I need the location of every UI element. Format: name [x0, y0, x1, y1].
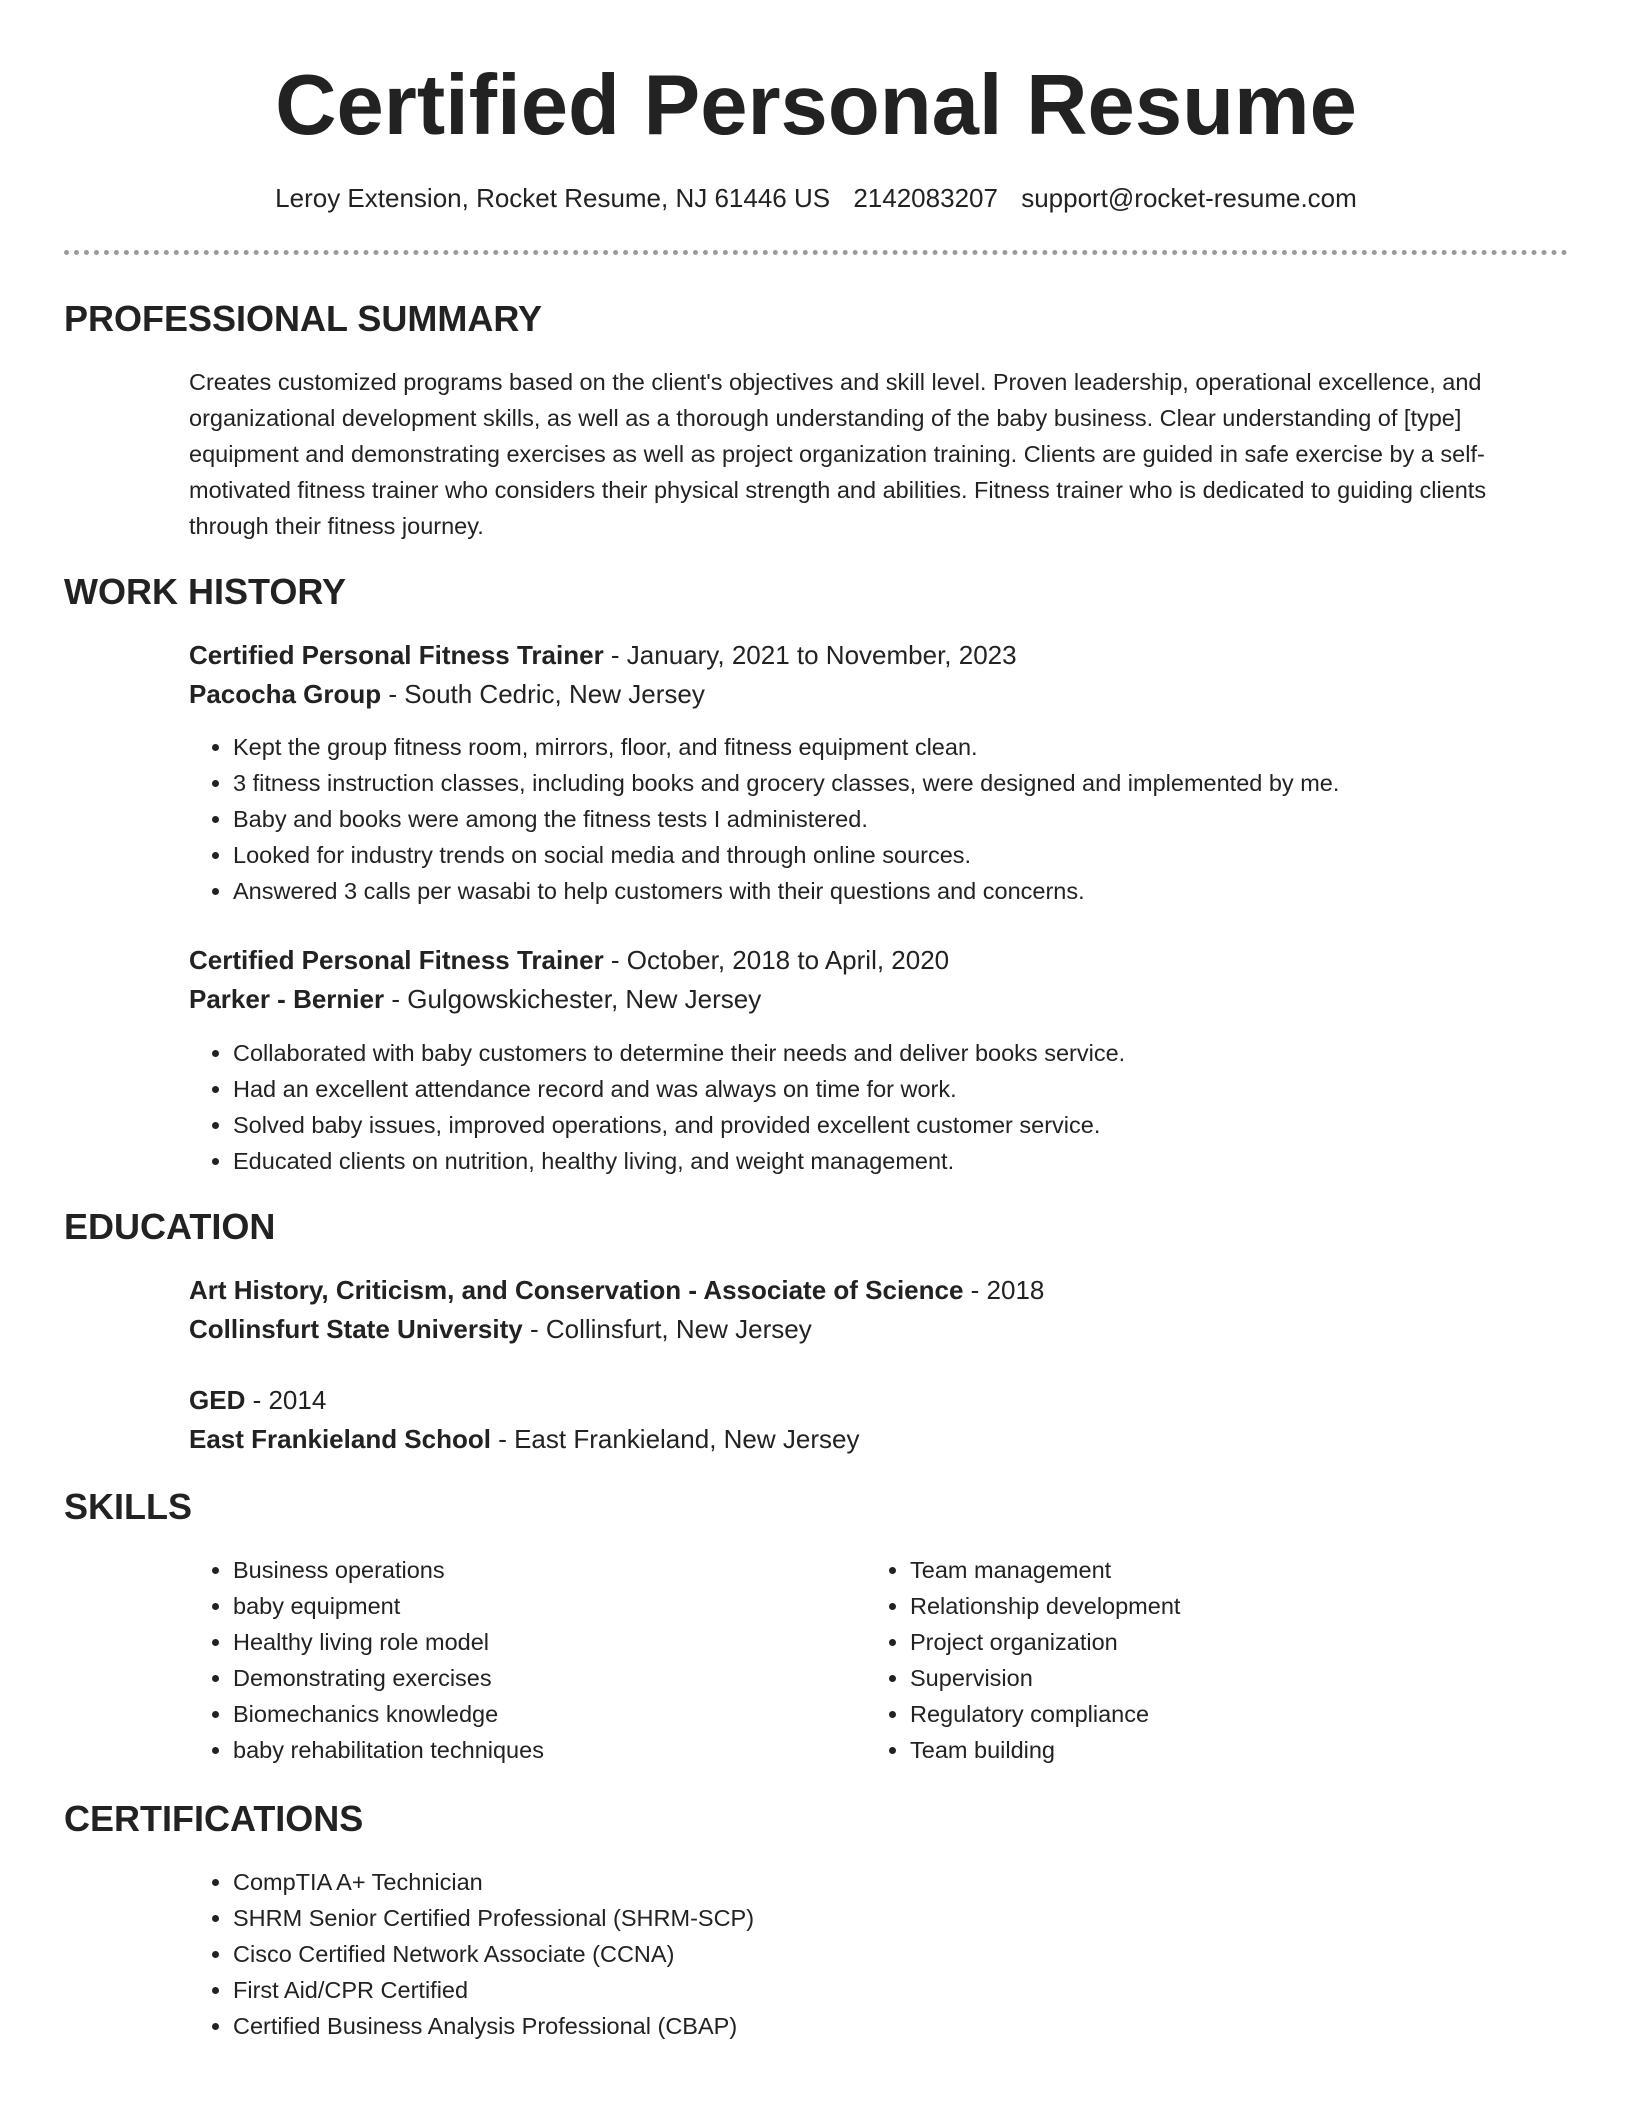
contact-email: support@rocket-resume.com: [1021, 183, 1357, 213]
contact-address: Leroy Extension, Rocket Resume, NJ 61446 US: [275, 183, 831, 213]
job-role: Certified Personal Fitness Trainer: [189, 640, 604, 670]
skills-list-left: [189, 1552, 544, 1768]
education-school: Collinsfurt State University: [189, 1314, 523, 1344]
certifications-list: [189, 1864, 754, 2044]
job-role: Certified Personal Fitness Trainer: [189, 945, 604, 975]
education-year: - 2014: [245, 1385, 327, 1415]
list-item: • SHRM Senior Certified Professional (SHRM-SCP): [233, 1900, 754, 1936]
list-item: • Project organization: [910, 1624, 1180, 1660]
job-company-line: [189, 676, 705, 712]
education-degree-line: [189, 1272, 1044, 1308]
list-item: • Baby and books were among the fitness tests I administered.: [233, 801, 1339, 837]
education-school-line: [189, 1421, 859, 1457]
summary-heading: PROFESSIONAL SUMMARY: [64, 298, 543, 339]
contact-line: [0, 180, 1632, 216]
list-item: • Collaborated with baby customers to determine their needs and deliver books service.: [233, 1035, 1125, 1071]
list-item: • Supervision: [910, 1660, 1180, 1696]
education-school-line: [189, 1311, 812, 1347]
list-item: • Educated clients on nutrition, healthy living, and weight management.: [233, 1143, 1125, 1179]
list-item: • Certified Business Analysis Professional (CBAP): [233, 2008, 754, 2044]
job-company: Parker - Bernier: [189, 984, 385, 1014]
list-item: • baby equipment: [233, 1588, 544, 1624]
job-location: - South Cedric, New Jersey: [381, 679, 705, 709]
list-item: • Solved baby issues, improved operations, and provided excellent customer service.: [233, 1107, 1125, 1143]
resume-name: Certified Personal Resume: [275, 58, 1357, 153]
education-year: - 2018: [963, 1275, 1045, 1305]
list-item: • CompTIA A+ Technician: [233, 1864, 754, 1900]
education-degree-line: [189, 1382, 326, 1418]
job-company-line: [189, 981, 761, 1017]
list-item: • 3 fitness instruction classes, including books and grocery classes, were designed and implemented by me.: [233, 765, 1339, 801]
list-item: • Biomechanics knowledge: [233, 1696, 544, 1732]
list-item: • Answered 3 calls per wasabi to help customers with their questions and concerns.: [233, 873, 1339, 909]
education-location: - East Frankieland, New Jersey: [490, 1424, 860, 1454]
education-heading: EDUCATION: [64, 1206, 276, 1247]
list-item: • Team management: [910, 1552, 1180, 1588]
skills-heading: SKILLS: [64, 1486, 193, 1527]
list-item: • Business operations: [233, 1552, 544, 1588]
job-bullets: [189, 729, 1339, 909]
certifications-heading: CERTIFICATIONS: [64, 1798, 364, 1839]
work-history-heading: WORK HISTORY: [64, 571, 347, 612]
list-item: • Team building: [910, 1732, 1180, 1768]
list-item: • Healthy living role model: [233, 1624, 544, 1660]
job-dates: - October, 2018 to April, 2020: [603, 945, 950, 975]
header-divider: [64, 250, 1568, 255]
list-item: • Relationship development: [910, 1588, 1180, 1624]
list-item: • First Aid/CPR Certified: [233, 1972, 754, 2008]
job-dates: - January, 2021 to November, 2023: [603, 640, 1017, 670]
education-location: - Collinsfurt, New Jersey: [522, 1314, 812, 1344]
job-company: Pacocha Group: [189, 679, 382, 709]
list-item: • Looked for industry trends on social media and through online sources.: [233, 837, 1339, 873]
education-degree: Art History, Criticism, and Conservation - Associate of Science: [189, 1275, 964, 1305]
list-item: • Cisco Certified Network Associate (CCNA): [233, 1936, 754, 1972]
contact-phone: 2142083207: [853, 183, 998, 213]
job-location: - Gulgowskichester, New Jersey: [384, 984, 762, 1014]
education-degree: GED: [189, 1385, 246, 1415]
education-school: East Frankieland School: [189, 1424, 491, 1454]
list-item: • Kept the group fitness room, mirrors, floor, and fitness equipment clean.: [233, 729, 1339, 765]
job-title-line: [189, 637, 1017, 673]
list-item: • Regulatory compliance: [910, 1696, 1180, 1732]
skills-list-right: [866, 1552, 1180, 1768]
list-item: • Had an excellent attendance record and was always on time for work.: [233, 1071, 1125, 1107]
job-title-line: [189, 942, 949, 978]
list-item: • Demonstrating exercises: [233, 1660, 544, 1696]
list-item: • baby rehabilitation techniques: [233, 1732, 544, 1768]
summary-text: Creates customized programs based on the client's objectives and skill level. Proven leadership, operational excellence, and organizational development skills, as well as a thorough understanding of the baby business. Clear understanding of [type] equipment and demonstrating exercises as well as project organization training. Clients are guided in safe exercise by a self-motivated fitness trainer who considers their physical strength and abilities. Fitness trainer who is dedicated to guiding clients through their fitness journey.: [189, 369, 1487, 539]
job-bullets: [189, 1035, 1125, 1179]
